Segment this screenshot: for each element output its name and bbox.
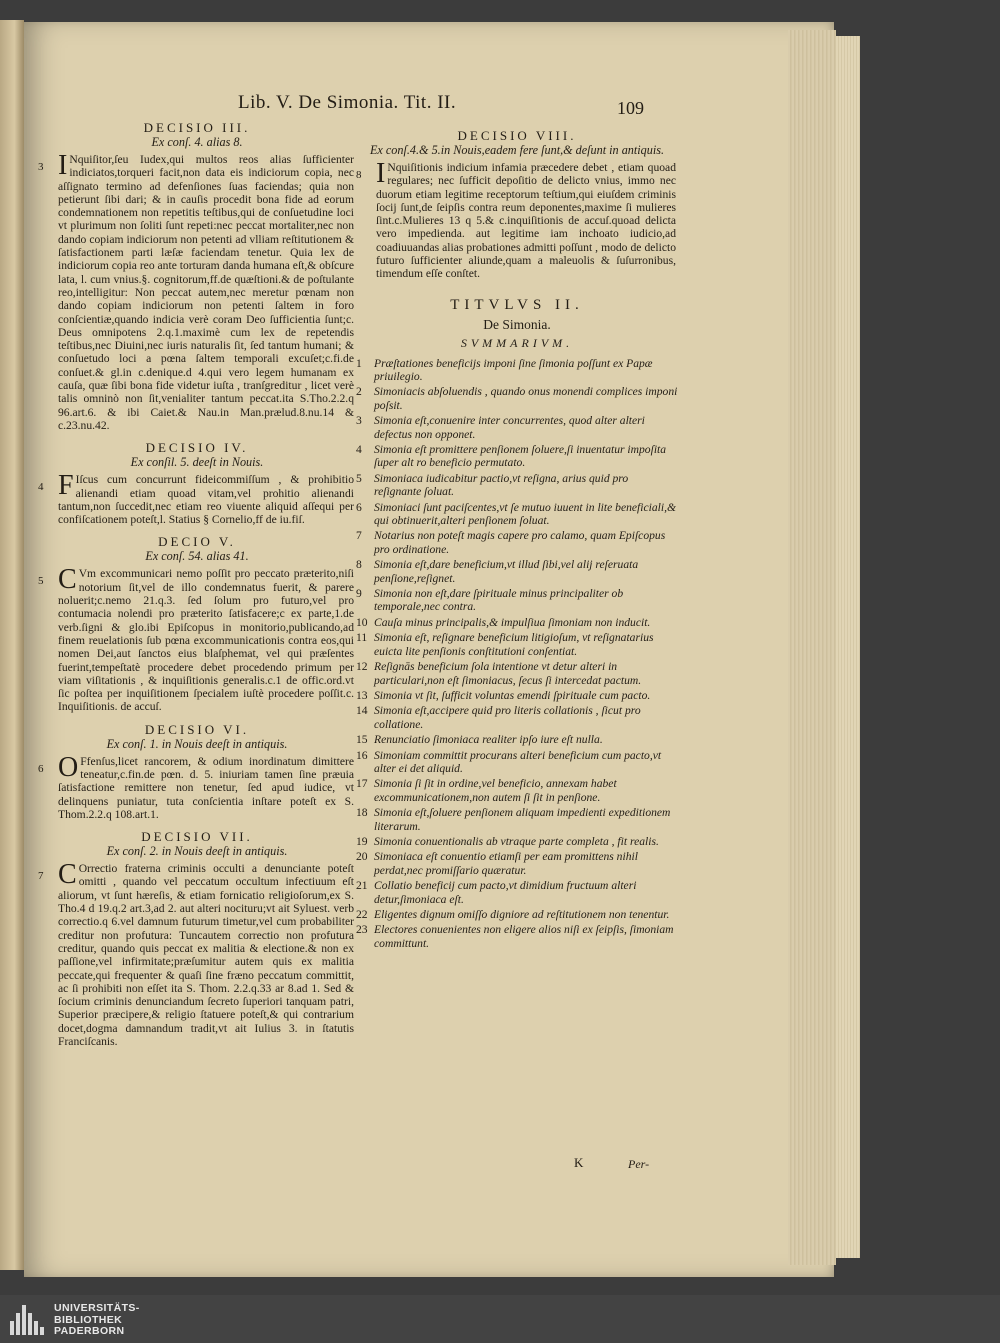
summary-number: 21 — [356, 879, 368, 893]
summary-text: Simoniam committit procurans alteri beneficium cum pacto,vt alter ei det aliquid. — [374, 748, 662, 775]
summary-item — [356, 733, 678, 746]
summary-item — [356, 908, 678, 921]
margin-number: 7 — [38, 870, 44, 883]
signature-mark: K — [574, 1155, 584, 1170]
decisio-title: DECISIO VI. — [144, 721, 250, 737]
summarium-heading: SVMMARIVM. — [460, 336, 574, 351]
decisio-text — [38, 470, 356, 527]
summary-text: Simoniacis abſoluendis , quando onus monendi complices imponi poſsit. — [374, 385, 678, 412]
decisio-title: DECIO V. — [158, 534, 236, 550]
decisio-source: Ex conſil. 5. deeſt in Nouis. — [130, 455, 264, 470]
summary-item — [356, 704, 678, 731]
summary-item — [356, 587, 678, 614]
margin-number: 3 — [38, 161, 44, 173]
summary-text: Simonia eſt,conuenire inter concurrentes, quod alter alteri defectus non opponet. — [374, 414, 645, 441]
library-logo-icon — [8, 1303, 46, 1337]
summary-text: Simonia eſt,ſoluere penſionem aliquam impedienti expeditionem literarum. — [374, 806, 671, 833]
summary-text: Collatio beneficij cum pacto,vt dimidium fructuum alteri detur,ſimoniaca eſt. — [374, 879, 637, 906]
summary-item — [356, 529, 678, 556]
summary-number: 4 — [356, 443, 362, 456]
summary-text: Simonia conuentionalis ab vtraque parte completa , fit realis. — [374, 834, 659, 848]
summary-item — [356, 777, 678, 804]
footer-bar — [0, 1295, 1000, 1343]
summary-text: Simoniaci ſunt paciſcentes,vt ſe mutuo iuuent in lite beneficiali,& qui obtinuerit,alteri penſionem ſoluat. — [374, 500, 677, 528]
summary-number: 6 — [356, 500, 362, 514]
summary-item — [356, 385, 678, 412]
right-column — [356, 128, 678, 952]
summary-number: 18 — [356, 806, 368, 820]
margin-number: 4 — [38, 481, 44, 494]
summary-text: Simonia eſt,accipere quid pro literis collationis , ſicut pro collatione. — [374, 704, 641, 731]
decisio-title: DECISIO III. — [143, 120, 251, 135]
decisio-title: DECISIO IV. — [145, 440, 249, 456]
summary-item — [356, 879, 678, 906]
summary-text: Simonia eſt,dare beneficium,vt illud ſibi,vel alij reſeruata penſione,reſignet. — [374, 558, 639, 585]
summary-item — [356, 749, 678, 776]
summary-text: Notarius non poteſt magis capere pro calamo, quam Epiſcopus pro ordinatione. — [374, 529, 666, 556]
summary-item — [356, 558, 678, 585]
summary-text: Simonia ſi ſit in ordine,vel beneficio, annexam habet excommunicationem,non autem ſi ſit in penſione. — [374, 777, 617, 804]
summary-text: Præſtationes beneficijs imponi ſine ſimonia poſſunt ex Papæ priuilegio. — [374, 356, 653, 383]
summary-item — [356, 923, 678, 950]
summary-number: 15 — [356, 733, 368, 747]
paragraph-body: Iſcus cum concurrunt fideicommiſſum , & prohibitio alienandi etiam quoad vitam,vel prohitio alienandi tantum,non ſuccedit,nec etiam reo viuente aliquid aſſequi per confiſcationem poteſt,l. Statius § Cornelio,ff de iu.fiſ. — [58, 473, 354, 527]
summary-text: Renunciatio ſimoniaca realiter ipſo iure eſt nulla. — [374, 733, 603, 747]
decisio-text — [38, 564, 356, 714]
initial-letter: F — [58, 470, 74, 502]
initial-letter: I — [58, 150, 68, 181]
initial-letter: C — [58, 859, 77, 891]
summary-item — [356, 631, 678, 658]
summary-number: 16 — [356, 748, 368, 762]
summary-item — [356, 616, 678, 629]
decisio-text — [356, 158, 678, 281]
decisio-text — [38, 751, 356, 821]
summary-number: 17 — [356, 777, 368, 791]
initial-letter: I — [376, 158, 386, 189]
decisio-title: DECISIO VII. — [141, 829, 253, 845]
decisio-viii — [356, 128, 678, 281]
summary-number: 10 — [356, 615, 368, 629]
decisio-source: Ex conſ. 1. in Nouis deeſt in antiquis. — [106, 736, 288, 751]
summary-number: 19 — [356, 834, 368, 848]
page-edges-outer — [836, 36, 860, 1258]
summary-number: 2 — [356, 385, 362, 399]
summary-number: 22 — [356, 908, 368, 921]
titulus-subtitle: De Simonia. — [483, 316, 551, 332]
summary-list — [356, 357, 678, 951]
page-number: 109 — [617, 98, 644, 118]
page-edges — [788, 30, 836, 1265]
summary-number: 9 — [356, 587, 362, 601]
library-logo-text: UNIVERSITÄTS- BIBLIOTHEK PADERBORN — [54, 1302, 140, 1337]
summary-number: 23 — [356, 923, 368, 937]
paragraph-body: Nquiſitionis indicium infamia præcedere debet , etiam quoad regulares; nec ſufficit depoſitio de delicto vnius, immo nec duorum etiam legitime receptorum teſtium,qui eiuſdem criminis ſocij ſunt,de ſeipſis contra reum deponentes,maxime ſi mulieres ſint.c.Mulieres 13 q 5.& c.inquiſitionis de accuſ.quoad delicta vero impedienda. aut legitime iam inchoato iudicio,ad coadiuuandas alias probationes admitti poſſunt , modo de delicto futuro ſufficienter aliunde,quam a maleuolis & ſuſurronibus, timendum eſſe conſtet. — [376, 161, 676, 281]
decisio-text — [38, 150, 356, 432]
left-page-edge — [0, 20, 24, 1270]
summary-number: 5 — [356, 471, 362, 485]
summary-number: 20 — [356, 850, 368, 864]
margin-number: 8 — [356, 169, 362, 181]
summary-text: Cauſa minus principalis,& impulſiua ſimoniam non inducit. — [374, 615, 651, 629]
summary-item — [356, 835, 678, 848]
library-logo — [8, 1303, 140, 1338]
decisio-source: Ex conſ. 54. alias 41. — [145, 549, 249, 564]
running-title: Lib. V. De Simonia. Tit. II. — [238, 92, 457, 113]
summary-text: Simonia vt ſit, ſufficit voluntas emendi ſpirituale cum pacto. — [374, 688, 651, 702]
summary-text: Simonia eſt, reſignare beneficium litigioſum, vt reſignatarius euicta lite penſionis conſtitutioni conſentiat. — [374, 631, 654, 658]
summary-text: Simonia non eſt,dare ſpirituale minus principaliter ob temporale,nec contra. — [374, 587, 624, 614]
summary-text: Simoniaca eſt conuentio etiamſi per eam promittens nihil perdat,nec promiſſario quæratur. — [374, 850, 638, 877]
summary-number: 11 — [356, 631, 368, 645]
margin-number: 6 — [38, 762, 44, 775]
paragraph-body: Vm excommunicari nemo poſſit pro peccato præterito,niſi notorium ſit,vel de illo condemnatus fuerit, & parere noluerit;c.nemo 21.q.3. ſed ſolum pro futuro,vel pro contumacia nolendi pro præterito ſatisfacere;c ex parte,1.de verb.ſigni & glo.ibi Epiſcopus in monitorio,publicando,ad finem reuelationis ſub pœna excommunicationis contra eos,qui nomen Dei,aut ſanctos eius blaſphemat, vel qui præſentes fuerint,tempeſtatè procedere debet procedendo primum per viam viſitationis , & inquiſitionis generalis.c.1 de offic.ord.vt ſic poſtea per inquiſitionem ſpecialem iuſtè procedere poſſit.c. Inquiſitionis. de accuſ. — [58, 567, 354, 714]
left-column — [38, 120, 356, 1056]
decisio-title: DECISIO VIII. — [457, 128, 577, 143]
catchword: Per- — [628, 1157, 650, 1171]
paragraph-body: Nquiſitor,ſeu Iudex,qui multos reos alias ſufficienter indiciatos,torqueri facit,non data eis indiciorum copia, nec aſſignato termino ad defenſiones ſuas faciendas; quia non petierunt ſibi dari; & in cauſis procedit bona fide ad eorum condemnationem non repetitis teſtibus,qui de conſuetudine loci vt plurimum non ſoliti ſunt repeti:nec peccat mortaliter,nec non dando copiam indiciorum non petenti ad vlliam reſtitutionem & ſatisfactionem parti læſæ faciendam tenetur. Quia lex de indiciorum copia reo ante torturam danda humana eſt,& obſcure lata, l. cum vnius.§. cognitorum,ff.de quæſtioni.& de poſtulante reo,intelligitur: Non peccat autem,nec meretur pœnam non dando copiam indiciorum non petenti ſaltem in foro conſcientiæ,quando indicia verè coram Deo ſufficientia ſunt;c. Deus omnipotens 2.q.1.maximè cum lex de repetendis teſtibus,nec Diuini,nec iuris naturalis ſit, ſed tantum humani; & conſuetudo loci a pœna ſaltem temporali excuſet;c.fi.de conſuet.& gl.in c.denique.d 4.qui vero legem humanam ex cauſa, quæ ſibi bona fide videtur iuſta , tranſgreditur , licet verè talis omninò non ſit,venialiter tantum peccat.ita S.Tho.2.2.q 96.art.6. & ibi Caiet.& Nau.in Man.prælud.8.nu.14 & c.23.nu.42. — [58, 153, 354, 432]
summary-number: 12 — [356, 660, 368, 674]
summary-item — [356, 806, 678, 833]
decisio-source: Ex conſ.4.& 5.in Nouis,eadem fere ſunt,& deſunt in antiquis. — [369, 143, 665, 157]
summary-number: 14 — [356, 704, 368, 718]
summary-number: 1 — [356, 356, 362, 370]
summary-number: 13 — [356, 688, 368, 702]
summary-text: Reſignās beneficium ſola intentione vt detur alteri in particulari,non eſt ſimoniacus, ſecus ſi intercedat pactum. — [374, 660, 642, 687]
initial-letter: C — [58, 564, 77, 596]
summary-number: 8 — [356, 558, 362, 572]
decisio-source: Ex conſ. 2. in Nouis deeſt in antiquis. — [106, 844, 288, 859]
summary-item — [356, 472, 678, 499]
summary-text: Simoniaca iudicabitur pactio,vt reſigna, arius quid pro reſignante ſoluat. — [374, 471, 629, 499]
summary-number: 7 — [356, 529, 362, 543]
margin-number: 5 — [38, 575, 44, 588]
summary-text: Simonia eſt promittere penſionem ſoluere,ſi inuentatur impoſita ſuper alt ro beneficio permutato. — [374, 443, 667, 470]
summary-text: Eligentes dignum omiſſo digniore ad reſtitutionem non tenentur. — [374, 908, 670, 921]
summary-item — [356, 357, 678, 384]
titulus-heading: TITVLVS II. — [450, 296, 584, 313]
decisio-text — [38, 859, 356, 1049]
summary-item — [356, 689, 678, 702]
summary-item — [356, 850, 678, 877]
paragraph-body: Ffenſus,licet rancorem, & odium inordinatum dimittere teneatur,c.fin.de pœn. d. 5. iniuriam tamen ſine præuia ſatisfactione remittere non tenetur, ſed apud iudice, vt delinquens puniatur, tuta conſcientia inſtare poteſt ex S. Thom.2.2.q 108.art.1. — [58, 754, 354, 821]
summary-item — [356, 414, 678, 441]
summary-item — [356, 660, 678, 687]
paragraph-body: Orrectio fraterna criminis occulti a denunciante poteſt omitti , quando vel peccatum occultum infectiuum eſt aliorum, vt ſunt hæreſis, & etiam fornicatio religioſorum,ex S. Tho.4 d 19.q.2 art.3,ad 2. aut alteri nocituru;vt ait Syluest. verb correctio.q 6.vel damnum futurum timetur,vel cum probabiliter creditur non profutura: Tuncautem correctio non profutura creditur, quando quis peccat ex malitia & electione.& non ex paſſione,vel infirmitate;præſumitur autem quis ex malitia peccate,qui frequenter & quaſi ſine fræno peccatum committit, ac ſi prohibiti non eſſet ita S. Thom. 2.2.q.33 ar 8.ad 1. Sed & ſocium criminis denunciandum ſecreto ſuperiori tanquam patri, Superior præcipere,& religio ſtatuere poteſt,& qui contrarium docet,dogma damnandum tradit,vt ait Iulius 3. in ſtatutis Franciſcanis. — [58, 862, 354, 1049]
decisio-source: Ex conſ. 4. alias 8. — [151, 135, 243, 149]
summary-item — [356, 501, 678, 528]
summary-item — [356, 443, 678, 470]
initial-letter: O — [58, 751, 79, 783]
summary-number: 3 — [356, 414, 362, 428]
summary-text: Electores conuenientes non eligere alios niſi ex ſeipſis, ſimoniam committunt. — [374, 923, 674, 950]
